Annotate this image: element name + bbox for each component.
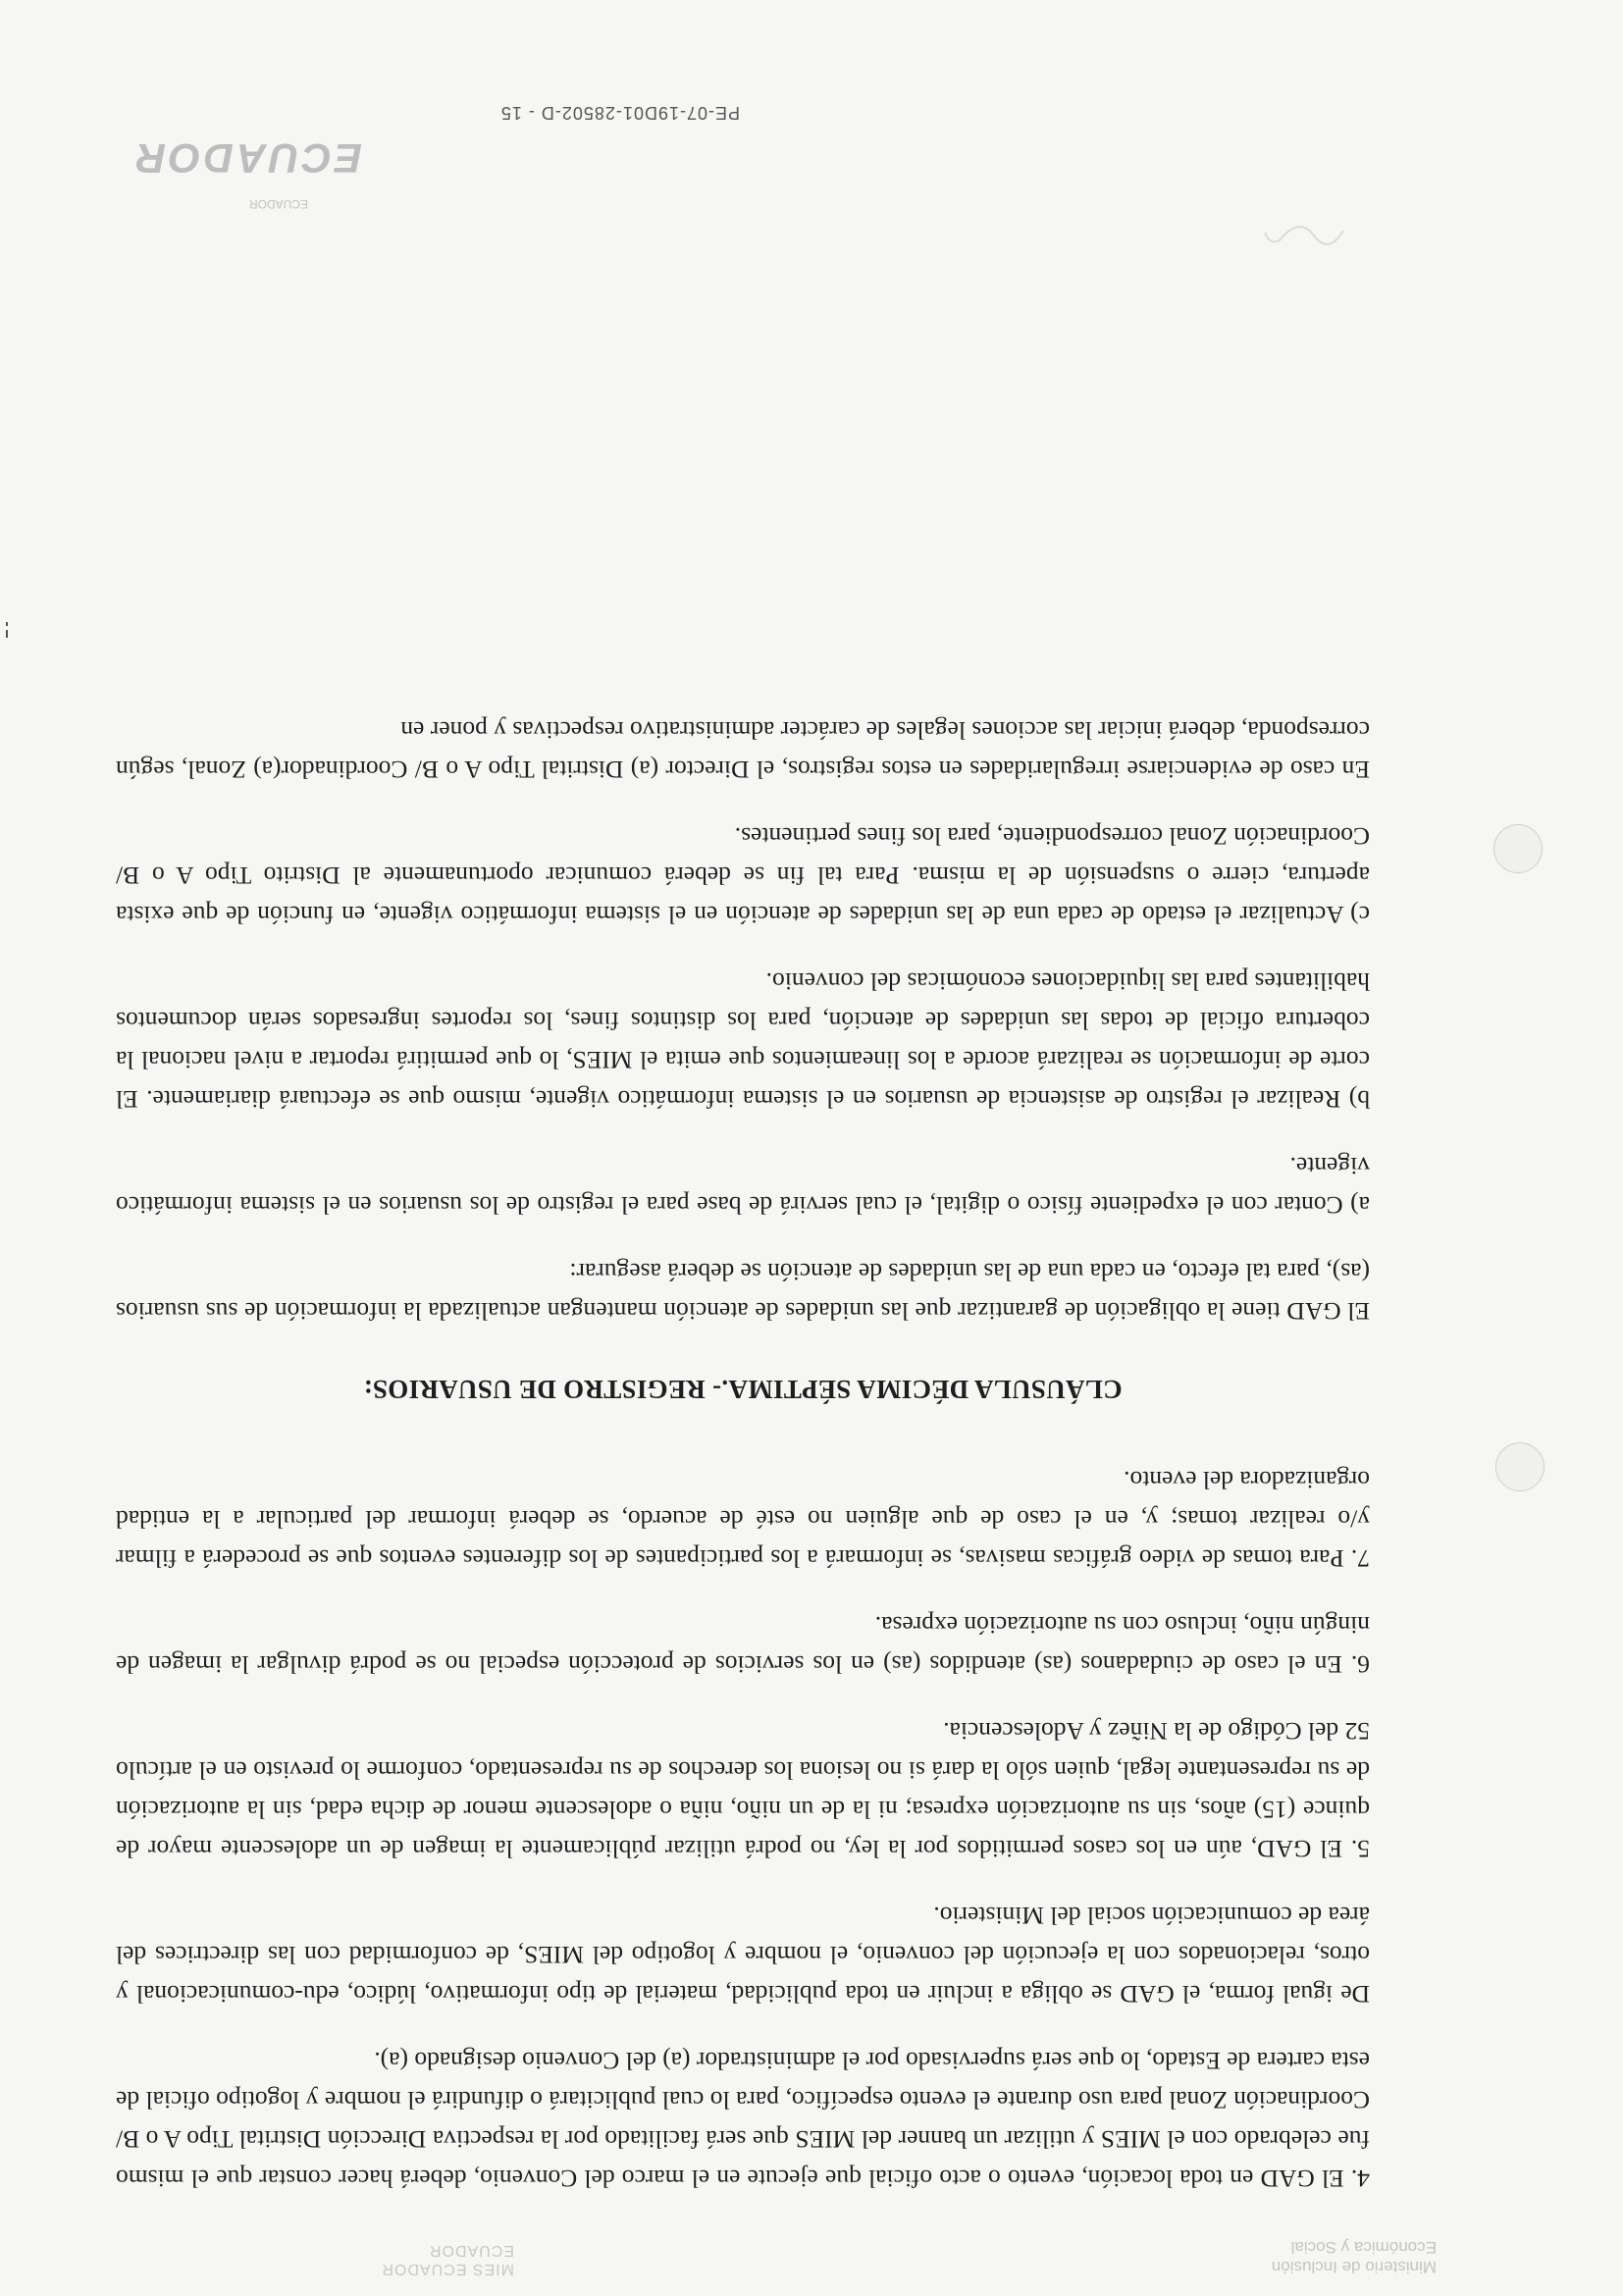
seal-line-4: ECUADOR	[428, 2242, 514, 2259]
paragraph-item-6: 6. En el caso de ciudadanos (as) atendidos (as) en los servicios de protección especial no se podrá divulgar la imagen de ningún niño, incluso con su autorización expresa.	[116, 1611, 1370, 1679]
paragraph-irregularities: En caso de evidenciarse irregularidades en estos registros, el Director (a) Distrital Tipo A o B/ Coordinador(a) Zonal, según corresponda, deberá iniciar las acciones legales de carácter administrativo respectivas y poner en	[116, 716, 1370, 784]
document-body	[116, 683, 1370, 2198]
margin-mark	[6, 630, 8, 638]
paragraph-registry-intro: El GAD tiene la obligación de garantizar que las unidades de atención mantengan actualizada la información de sus usuarios (as), para tal efecto, en cada una de las unidades de atención se deberá asegurar:	[116, 1258, 1370, 1326]
seal-line-1: Ministerio de Inclusión	[1271, 2258, 1437, 2276]
paragraph-item-5: 5. El GAD, aún en los casos permitidos por la ley, no podrá utilizar públicamente la imagen de un adolescente mayor de quince (15) años, sin su autorización expresa; ni la de un niño, niña o adolescente menor de dicha edad, sin la autorización de su representante legal, quien sólo la dará si no lesiona los derechos de su representado, conforme lo previsto en el artículo 52 del Código de la Niñez y Adolescencia.	[116, 1717, 1370, 1863]
punch-hole-top	[1495, 1442, 1544, 1491]
paragraph-item-a: a) Contar con el expediente físico o digital, el cual servirá de base para el registro de los usuarios en el sistema informático vigente.	[116, 1152, 1370, 1220]
clause-heading: CLÁUSULA DÉCIMA SÉPTIMA.- REGISTRO DE USUARIOS:	[363, 1375, 1123, 1404]
mies-seal-stamp	[318, 2241, 514, 2278]
margin-mark-2	[6, 622, 8, 626]
paragraph-item-4: 4. El GAD en toda locación, evento o acto oficial que ejecute en el marco del Convenio, deberá hacer constar que el mismo fue celebrado con el MIES y utilizar un banner del MIES que será facilitado por la respectiva Dirección Distrital Tipo A o B/ Coordinación Zonal para uso durante el evento específico, para lo cual publicitará o difundirá el nombre y logotipo oficial de esta cartera de Estado, lo que será supervisado por el administrador (a) del Convenio designado (a).	[116, 2047, 1370, 2193]
document-code: PE-07-19D01-28502-D - 15	[499, 103, 740, 123]
seal-line-2: Económica y Social	[1290, 2238, 1437, 2257]
ministry-seal-stamp	[1181, 2237, 1437, 2276]
paragraph-item-c: c) Actualizar el estado de cada una de las unidades de atención en el sistema informático vigente, en función de que exista apertura, cierre o suspensión de la misma. Para tal fin se deberá comunicar oportunamente al Distrito Tipo A o B/ Coordinación Zonal correspondiente, para los fines pertinentes.	[116, 822, 1370, 929]
seal-line-3: MIES ECUADOR	[381, 2261, 514, 2277]
faint-handwriting-mark	[1260, 221, 1348, 260]
punch-hole-bottom	[1493, 824, 1543, 873]
paragraph-logo-obligation: De igual forma, el GAD se obliga a incluir en toda publicidad, material de tipo informativo, lúdico, edu-comunicacional y otros, relacionados con la ejecución del convenio, el nombre y logotipo del MIES, de conformidad con las directrices del área de comunicación social del Ministerio.	[116, 1902, 1370, 2009]
paragraph-item-b: b) Realizar el registro de asistencia de usuarios en el sistema informático vigente, mismo que se efectuará diariamente. El corte de información se realizará acorde a los lineamientos que emita el MIES, lo que permitirá reportar a nivel nacional la cobertura oficial de todas las unidades de atención, para los distintos fines, los reportes ingresados serán documentos habilitantes para las liquidaciones económicas del convenio.	[116, 967, 1370, 1114]
paragraph-item-7: 7. Para tomas de video gráficas masivas, se informará a los participantes de los diferentes eventos que se procederá a filmar y/o realizar tomas; y, en el caso de que alguien no esté de acuerdo, se deberá informar del particular a la entidad organizadora del evento.	[116, 1466, 1370, 1573]
footer-stamp-subtitle: ECUADOR	[248, 197, 308, 211]
footer-ecuador-stamp: ECUADOR	[132, 135, 362, 182]
header-stamps	[0, 2208, 1623, 2296]
